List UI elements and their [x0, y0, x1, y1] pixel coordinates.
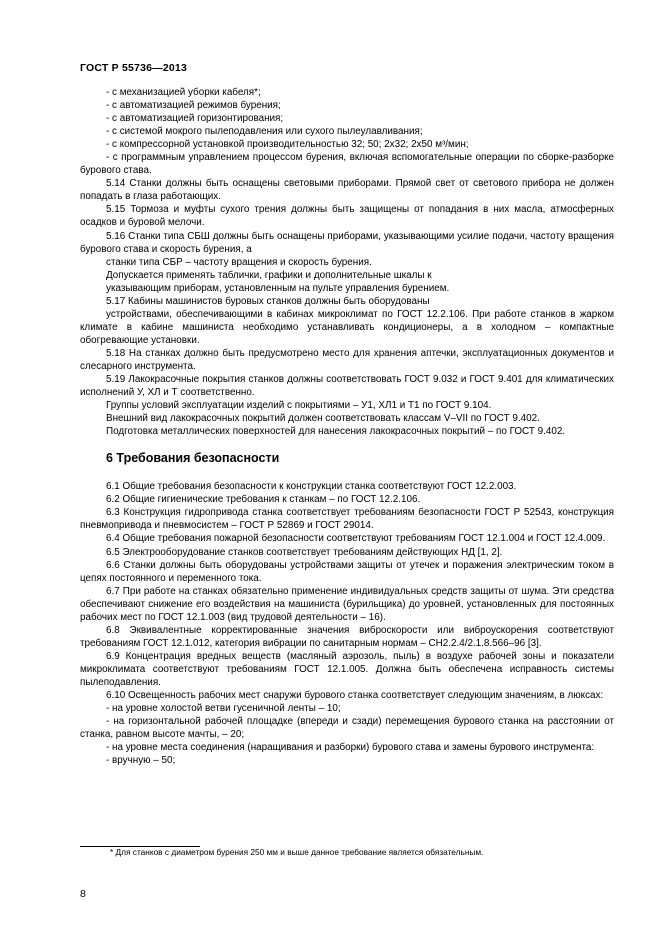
paragraph: Допускается применять таблички, графики и дополнительные шкалы к: [106, 269, 432, 281]
paragraph: 6.3 Конструкция гидропривода станка соответствует требованиям безопасности ГОСТ Р 52543, конструкция пневмопривода и пневмосистем – ГОСТ Р 52869 и ГОСТ 29014.: [80, 507, 614, 532]
paragraph: Группы условий эксплуатации изделий с покрытиями – У1, ХЛ1 и Т1 по ГОСТ 9.104.: [106, 400, 492, 412]
paragraph: 6.9 Концентрация вредных веществ (масляный аэрозоль, пыль) в воздухе рабочей зоны и показатели микроклимата соответствуют требованиям ГОСТ 12.1.005. Должна быть обеспечена исправность системы пылеподавления.: [80, 650, 614, 688]
paragraph: указывающим приборам, установленным на пульте управления бурением.: [106, 282, 450, 294]
footnote: * Для станков с диаметром бурения 250 мм и выше данное требование является обязательным.: [110, 847, 484, 857]
paragraph: - с компрессорной установкой производительностью 32; 50; 2х32; 2х50 м³/мин;: [106, 139, 469, 151]
paragraph: Подготовка металлических поверхностей для нанесения лакокрасочных покрытий – по ГОСТ 9.402.: [106, 426, 566, 438]
page-number: 8: [80, 888, 86, 900]
paragraph: - с автоматизацией режимов бурения;: [106, 100, 281, 112]
paragraph: - на уровне места соединения (наращивания и разборки) бурового става и замены бурового инструмента:: [106, 742, 595, 754]
paragraph: - вручную – 50;: [106, 755, 176, 767]
paragraph: - с системой мокрого пылеподавления или сухого пылеулавливания;: [106, 126, 423, 138]
paragraph: 5.17 Кабины машинистов буровых станков должны быть оборудованы: [106, 295, 430, 307]
section-heading: 6 Требования безопасности: [106, 451, 280, 466]
paragraph: - с автоматизацией горизонтирования;: [106, 113, 284, 125]
paragraph: Внешний вид лакокрасочных покрытий должен соответствовать классам V–VII по ГОСТ 9.402.: [106, 413, 540, 425]
paragraph: 6.8 Эквивалентные корректированные значения виброскорости или виброускорения соответствуют требованиям ГОСТ 12.1.012, категория вибрации по санитарным нормам – СН2.2.4/2.1.8.566–96 [3].: [80, 624, 614, 649]
paragraph: - на уровне холостой ветви гусеничной ленты – 10;: [106, 703, 341, 715]
section-6-body: [80, 480, 614, 767]
paragraph: станки типа СБР – частоту вращения и скорость бурения.: [106, 256, 372, 268]
paragraph: 6.1 Общие требования безопасности к конструкции станка соответствуют ГОСТ 12.2.003.: [106, 481, 517, 493]
paragraph: 6.2 Общие гигиенические требования к станкам – по ГОСТ 12.2.106.: [106, 494, 421, 506]
paragraph: 6.10 Освещенность рабочих мест снаружи бурового станка соответствует следующим значениям, в люксах:: [106, 690, 604, 702]
paragraph: 5.15 Тормоза и муфты сухого трения должны быть защищены от попадания в них масла, атмосферных осадков и буровой мелочи.: [80, 204, 614, 229]
paragraph: 5.18 На станках должно быть предусмотрено место для хранения аптечки, эксплуатационных документов и слесарного инструмента.: [80, 347, 614, 372]
paragraph: - с программным управлением процессом бурения, включая вспомогательные операции по сборке-разборке бурового става.: [80, 152, 614, 177]
paragraph: 6.5 Электрооборудование станков соответствует требованиям действующих НД [1, 2].: [106, 546, 503, 558]
document-header: ГОСТ Р 55736—2013: [80, 62, 188, 74]
paragraph: 6.7 При работе на станках обязательно применение индивидуальных средств защиты от шума. Эти средства обеспечивают снижение его воздействия на машиниста (бурильщика) до уровней, установленных для постоянных рабочих мест по ГОСТ 12.1.003 (вид трудовой деятельности – 16).: [80, 585, 614, 623]
paragraph: - на горизонтальной рабочей площадке (впереди и сзади) перемещения бурового станка на расстоянии от станка, равном высоте мачты, – 20;: [80, 716, 614, 741]
paragraph: 5.16 Станки типа СБШ должны быть оснащены приборами, указывающими усилие подачи, частоту вращения бурового става и скорость бурения, а: [80, 230, 614, 255]
document-body: [80, 86, 614, 767]
paragraph: - с механизацией уборки кабеля*;: [106, 87, 261, 98]
paragraph: 5.14 Станки должны быть оснащены световыми приборами. Прямой свет от светового прибора не должен попадать в глаза работающих.: [80, 178, 614, 203]
paragraph: устройствами, обеспечивающими в кабинах микроклимат по ГОСТ 12.2.106. При работе станков в жарком климате в кабине машиниста необходимо устанавливать кондиционеры, а в холодном – компактные обогревающие установки.: [80, 308, 614, 346]
paragraph: 6.6 Станки должны быть оборудованы устройствами защиты от утечек и поражения электрическим током в цепях постоянного и переменного тока.: [80, 559, 614, 584]
paragraph: 6.4 Общие требования пожарной безопасности соответствуют требованиям ГОСТ 12.1.004 и ГОСТ 12.4.009.: [106, 533, 606, 545]
paragraph: 5.19 Лакокрасочные покрытия станков должны соответствовать ГОСТ 9.032 и ГОСТ 9.401 для климатических исполнений У, ХЛ и Т соответственно.: [80, 374, 614, 399]
section-5-continuation: [80, 86, 614, 438]
